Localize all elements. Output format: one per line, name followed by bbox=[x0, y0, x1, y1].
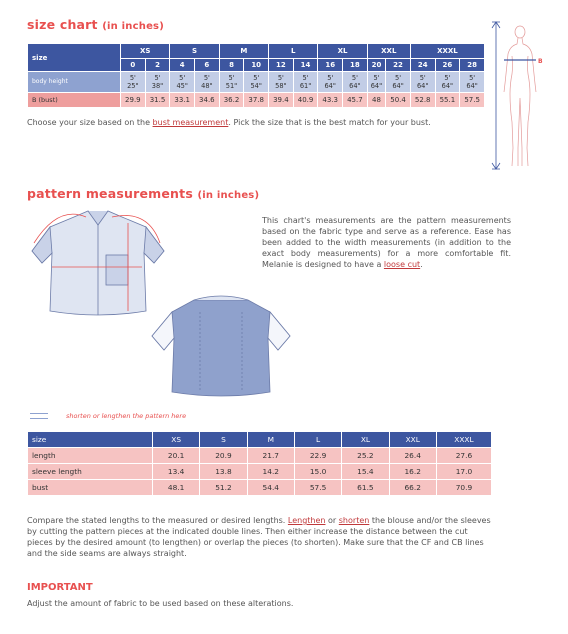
size-number: 10 bbox=[244, 59, 269, 72]
table-row bbox=[28, 464, 492, 480]
body-height-cell bbox=[386, 72, 411, 93]
body-height-row bbox=[28, 72, 485, 93]
size-number: 6 bbox=[195, 59, 220, 72]
bust-cell: 57.5 bbox=[460, 93, 485, 108]
measure-row-label: bust bbox=[28, 480, 153, 496]
bust-cell: 29.9 bbox=[121, 93, 146, 108]
body-figure-illustration bbox=[488, 18, 560, 174]
bust-cell: 52.8 bbox=[410, 93, 435, 108]
size-number: 26 bbox=[435, 59, 460, 72]
measure-cell: 22.9 bbox=[294, 448, 341, 464]
body-height-feet: 5' bbox=[469, 74, 476, 82]
body-height-cell bbox=[121, 72, 146, 93]
body-height-feet: 5' bbox=[327, 74, 334, 82]
woman-figure bbox=[504, 26, 536, 166]
body-height-cell bbox=[367, 72, 385, 93]
measure-cell: 13.4 bbox=[153, 464, 200, 480]
body-height-feet: 5' bbox=[129, 74, 136, 82]
size-number: 28 bbox=[460, 59, 485, 72]
size-s: S bbox=[170, 44, 219, 59]
bust-cell: 40.9 bbox=[293, 93, 318, 108]
shirt-back-illustration bbox=[150, 290, 292, 400]
body-height-inches: 64" bbox=[370, 82, 383, 90]
bust-label: B (bust) bbox=[28, 93, 121, 108]
size-l: L bbox=[269, 44, 318, 59]
alteration-instructions: Compare the stated lengths to the measured or desired lengths. Lengthen or shorten the blouse and/or the sleeves by cutting the pattern pieces at the indicated double lines. Then either increase the distance between the cut pieces by the desired amount (to lengthen) or overlap the pieces (to shorten). Make sure that the CF and CB lines and the side seams are always straight. bbox=[27, 516, 491, 558]
measure-cell: 20.1 bbox=[153, 448, 200, 464]
body-height-cell bbox=[219, 72, 244, 93]
body-height-cell bbox=[170, 72, 195, 93]
bust-cell: 31.5 bbox=[145, 93, 170, 108]
body-height-inches: 45" bbox=[176, 82, 188, 90]
table-row bbox=[28, 448, 492, 464]
important-text: Adjust the amount of fabric to be used based on these alterations. bbox=[27, 599, 294, 608]
measure-cell: 16.2 bbox=[389, 464, 436, 480]
bust-cell: 55.1 bbox=[435, 93, 460, 108]
size-chart-title: size chart (in inches) bbox=[27, 17, 164, 32]
body-height-feet: 5' bbox=[203, 74, 210, 82]
loose-cut-link[interactable]: loose cut bbox=[383, 260, 421, 269]
size-number: 22 bbox=[386, 59, 411, 72]
size-number: 0 bbox=[121, 59, 146, 72]
bust-measurement-link[interactable]: bust measurement bbox=[152, 118, 229, 127]
lengthen-link[interactable]: Lengthen bbox=[287, 516, 326, 525]
body-height-feet: 5' bbox=[444, 74, 451, 82]
measure-size-s: S bbox=[200, 432, 247, 448]
body-height-inches: 25" bbox=[127, 82, 139, 90]
body-height-cell bbox=[460, 72, 485, 93]
bust-cell: 45.7 bbox=[343, 93, 368, 108]
measure-size-m: M bbox=[247, 432, 294, 448]
body-height-feet: 5' bbox=[277, 74, 284, 82]
measure-cell: 13.8 bbox=[200, 464, 247, 480]
body-height-inches: 64" bbox=[324, 82, 336, 90]
body-height-feet: 5' bbox=[373, 74, 380, 82]
body-height-inches: 54" bbox=[250, 82, 262, 90]
measure-size-l: L bbox=[294, 432, 341, 448]
body-height-inches: 58" bbox=[275, 82, 287, 90]
body-height-cell bbox=[293, 72, 318, 93]
bust-cell: 34.6 bbox=[195, 93, 220, 108]
body-height-inches: 64" bbox=[416, 82, 429, 90]
bust-row bbox=[28, 93, 485, 108]
size-number: 14 bbox=[293, 59, 318, 72]
size-number: 8 bbox=[219, 59, 244, 72]
body-height-feet: 5' bbox=[179, 74, 186, 82]
size-number: 16 bbox=[318, 59, 343, 72]
body-height-cell bbox=[269, 72, 294, 93]
body-height-inches: 61" bbox=[299, 82, 312, 90]
measure-row-label: sleeve length bbox=[28, 464, 153, 480]
shirt-front-illustration bbox=[28, 203, 168, 321]
pattern-measurements-title: pattern measurements (in inches) bbox=[27, 186, 260, 201]
bust-marker: B bbox=[538, 58, 543, 65]
size-xs: XS bbox=[121, 44, 170, 59]
measure-cell: 27.6 bbox=[436, 448, 491, 464]
body-height-feet: 5' bbox=[351, 74, 358, 82]
legend-text: shorten or lengthen the pattern here bbox=[66, 412, 187, 420]
body-height-cell bbox=[435, 72, 460, 93]
measure-size-xl: XL bbox=[342, 432, 389, 448]
body-height-cell bbox=[145, 72, 170, 93]
measure-cell: 21.7 bbox=[247, 448, 294, 464]
measure-cell: 15.0 bbox=[294, 464, 341, 480]
body-height-cell bbox=[318, 72, 343, 93]
body-height-cell bbox=[410, 72, 435, 93]
pattern-description: This chart's measurements are the pattern measurements based on the fabric type and serve as a reference. Ease has been added to the width measurements (in addition to the exact body measurements) for a more comfortable fit. Melanie is designed to have a loose cut. bbox=[262, 216, 511, 269]
table-row bbox=[28, 480, 492, 496]
measure-cell: 14.2 bbox=[247, 464, 294, 480]
size-number: 2 bbox=[145, 59, 170, 72]
size-number: 24 bbox=[410, 59, 435, 72]
body-height-inches: 64" bbox=[392, 82, 404, 90]
measure-cell: 15.4 bbox=[342, 464, 389, 480]
size-m: M bbox=[219, 44, 268, 59]
size-xl: XL bbox=[318, 44, 367, 59]
measure-cell: 26.4 bbox=[389, 448, 436, 464]
measure-size-xxl: XXL bbox=[389, 432, 436, 448]
pattern-measurements-table bbox=[27, 431, 492, 496]
body-height-cell bbox=[195, 72, 220, 93]
bust-cell: 37.8 bbox=[244, 93, 269, 108]
bust-cell: 39.4 bbox=[269, 93, 294, 108]
measure-cell: 57.5 bbox=[294, 480, 341, 496]
bust-cell: 48 bbox=[367, 93, 385, 108]
measure-header-row bbox=[28, 432, 492, 448]
size-chart-table bbox=[27, 43, 485, 108]
body-height-feet: 5' bbox=[228, 74, 235, 82]
body-height-inches: 64" bbox=[349, 82, 361, 90]
body-height-label: body height bbox=[28, 72, 121, 93]
measure-cell: 66.2 bbox=[389, 480, 436, 496]
shorten-link[interactable]: shorten bbox=[338, 516, 370, 525]
measure-cell: 17.0 bbox=[436, 464, 491, 480]
body-height-inches: 38" bbox=[151, 82, 164, 90]
bust-cell: 43.3 bbox=[318, 93, 343, 108]
size-chart-note: Choose your size based on the bust measurement. Pick the size that is the best match for your bust. bbox=[27, 118, 431, 127]
size-number: 20 bbox=[367, 59, 385, 72]
body-height-feet: 5' bbox=[154, 74, 161, 82]
body-height-feet: 5' bbox=[302, 74, 309, 82]
double-line-icon bbox=[30, 413, 48, 419]
body-height-cell bbox=[343, 72, 368, 93]
body-height-feet: 5' bbox=[395, 74, 402, 82]
body-height-inches: 51" bbox=[225, 82, 238, 90]
size-xxxl: XXXL bbox=[410, 44, 484, 59]
measure-row-label: length bbox=[28, 448, 153, 464]
size-header: size bbox=[28, 44, 121, 72]
bust-cell: 50.4 bbox=[386, 93, 411, 108]
body-height-inches: 48" bbox=[201, 82, 213, 90]
body-height-inches: 64" bbox=[466, 82, 478, 90]
bust-cell: 33.1 bbox=[170, 93, 195, 108]
body-height-inches: 64" bbox=[441, 82, 454, 90]
measure-cell: 61.5 bbox=[342, 480, 389, 496]
measure-cell: 20.9 bbox=[200, 448, 247, 464]
body-height-feet: 5' bbox=[253, 74, 260, 82]
measure-cell: 70.9 bbox=[436, 480, 491, 496]
measure-cell: 51.2 bbox=[200, 480, 247, 496]
measure-cell: 25.2 bbox=[342, 448, 389, 464]
size-number: 12 bbox=[269, 59, 294, 72]
measure-cell: 48.1 bbox=[153, 480, 200, 496]
measure-cell: 54.4 bbox=[247, 480, 294, 496]
measure-size-header: size bbox=[28, 432, 153, 448]
size-number: 4 bbox=[170, 59, 195, 72]
bust-cell: 36.2 bbox=[219, 93, 244, 108]
body-height-feet: 5' bbox=[419, 74, 426, 82]
body-height-cell bbox=[244, 72, 269, 93]
size-xxl: XXL bbox=[367, 44, 410, 59]
measure-size-xs: XS bbox=[153, 432, 200, 448]
measure-size-xxxl: XXXL bbox=[436, 432, 491, 448]
important-heading: IMPORTANT bbox=[27, 582, 93, 593]
size-number: 18 bbox=[343, 59, 368, 72]
